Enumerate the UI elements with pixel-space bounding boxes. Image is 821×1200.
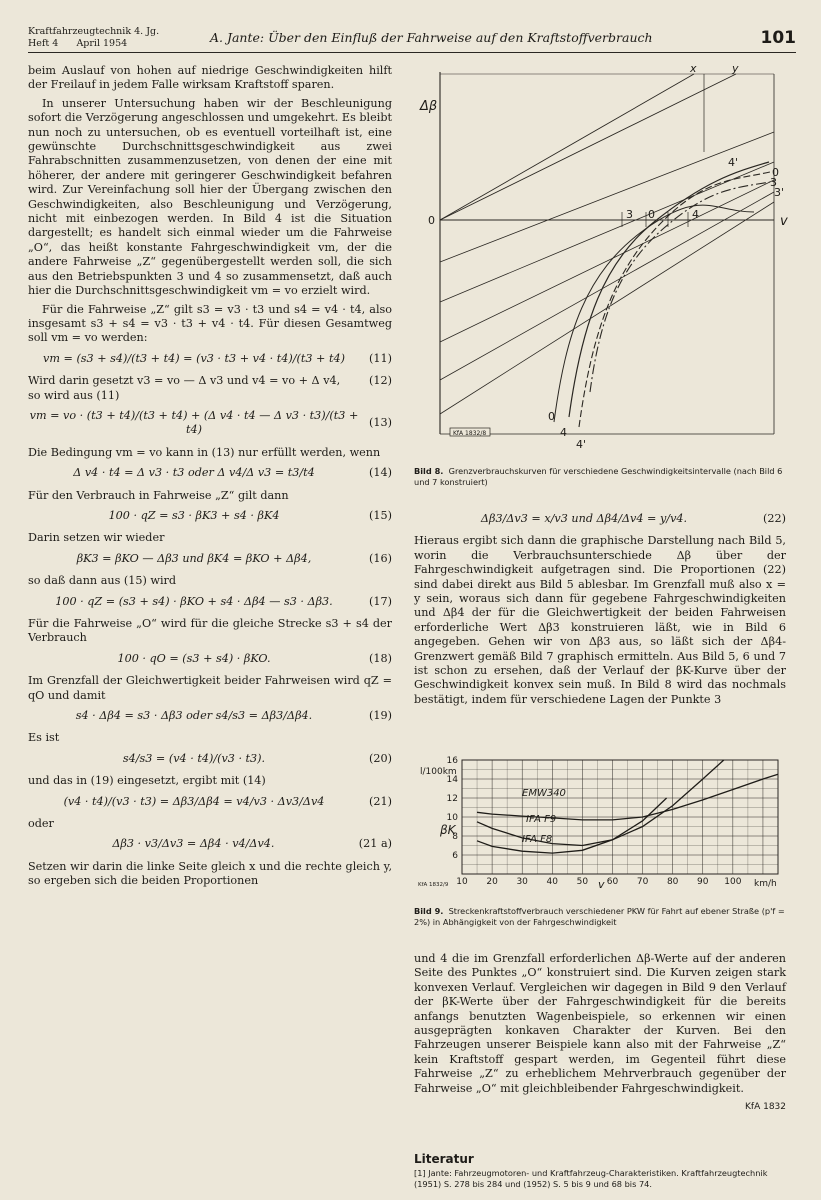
page-number: 101	[760, 28, 796, 48]
x-tick-label: 10	[456, 877, 468, 887]
y-tick-label: 6	[452, 851, 458, 861]
fig8-point-4: 4	[692, 208, 699, 221]
paragraph: Für die Fahrweise „Z“ gilt s3 = v3 · t3 und s4 = v4 · t4, also insgesamt s3 + s4 = v3 · t3 + v4 · t4. Für diesen Gesamtweg soll vm = vo werden:	[28, 302, 392, 345]
x-tick-label: 40	[546, 877, 559, 887]
fig9-logo: KfA 1832/9	[418, 882, 449, 888]
x-tick-label: 30	[516, 877, 528, 887]
paragraph: In unserer Untersuchung haben wir der Beschleunigung sofort die Verzögerung angeschlossen und umgekehrt. Es bleibt nun noch zu untersuchen, ob es eventuell vorteilhaft ist, eine gewünschte Durchschnittsgeschwindigkeit aus zwei Fahrabschnitten zusammenzusetzen, von denen der eine mit höherer, der andere mit geringerer Geschwindigkeit befahren wird. Zur Vereinfachung soll hier der Übergang zwischen den Geschwindigkeiten, also Beschleunigung und Verzögerung, nicht mit einbezogen werden. In Bild 4 ist die Situation dargestellt; es handelt sich einmal wieder um die Fahrweise „O“, das heißt konstante Fahrgeschwindigkeit vm, der die andere Fahrweise „Z“ gegenübergestellt werden soll, die sich aus den Betriebspunkten 3 und 4 so zusammensetzt, daß auch hier die Durchschnittsgeschwindigkeit vm = vo erzielt wird.	[28, 96, 392, 298]
x-tick-label: 50	[576, 877, 589, 887]
equation-21a: Δβ3 · v3/Δv3 = Δβ4 · v4/Δv4. (21 a)	[112, 837, 392, 851]
journal-name: Kraftfahrzeugtechnik 4. Jg.	[28, 26, 160, 37]
x-tick-label: 20	[486, 877, 498, 887]
fig8-curve-4p: 4'	[728, 156, 739, 169]
fig8-bottom-4p: 4'	[576, 438, 587, 450]
paragraph: Im Grenzfall der Gleichwertigkeit beider Fahrweisen wird qZ = qO und damit	[28, 674, 392, 702]
equation-14: Δ v4 · t4 = Δ v3 · t3 oder Δ v4/Δ v3 = t3/t4 (14)	[73, 466, 392, 480]
series-line-ifa-f9	[477, 760, 724, 846]
fig8-origin: 0	[428, 214, 435, 227]
running-header	[28, 26, 796, 53]
x-tick-label: 60	[606, 877, 619, 887]
figure-9-chart	[414, 752, 786, 892]
fig8-y-mark: y	[732, 62, 739, 75]
paragraph: Die Bedingung vm = vo kann in (13) nur erfüllt werden, wenn	[28, 445, 381, 459]
journal-info	[28, 26, 159, 50]
y-tick-label: 16	[446, 756, 458, 766]
equation-16: βK3 = βKO — Δβ3 und βK4 = βKO + Δβ4, (16)	[76, 551, 392, 565]
paragraph: Darin setzen wir wieder	[28, 531, 165, 545]
right-column-continued	[414, 952, 786, 1114]
paragraph: oder	[28, 817, 54, 831]
equation-12: Wird darin gesetzt v3 = vo — Δ v3 und v4 = vo + Δ v4, (12)	[28, 374, 392, 388]
equation-19: s4 · Δβ4 = s3 · Δβ3 oder s4/s3 = Δβ3/Δβ4. (19)	[75, 709, 392, 723]
y-tick-label: 12	[446, 794, 458, 804]
paragraph: Für den Verbrauch in Fahrweise „Z“ gilt dann	[28, 488, 289, 502]
left-column	[28, 64, 392, 893]
paragraph: und das in (19) eingesetzt, ergibt mit (14)	[28, 774, 266, 788]
figure-8-diagram	[414, 62, 794, 450]
fig8-curve-0: 0	[772, 166, 779, 179]
figure-8-caption: Bild 8. Grenzverbrauchskurven für verschiedene Geschwindigkeitsintervalle (nach Bild 6 und 7 konstruiert)	[414, 466, 783, 487]
equation-11: vm = (s3 + s4)/(t3 + t4) = (v3 · t3 + v4 · t4)/(t3 + t4) (11)	[43, 351, 392, 365]
x-unit-label: km/h	[754, 879, 777, 889]
paragraph: Es ist	[28, 731, 60, 745]
y-axis-label: βK	[440, 823, 456, 837]
figure-9-caption: Bild 9. Streckenkraftstoffverbrauch verschiedener PKW für Fahrt auf ebener Straße (p'f = 2%) in Abhängigkeit von der Fahrgeschwindigkeit	[414, 906, 785, 927]
article-signature: KfA 1832	[745, 1102, 786, 1113]
fig8-curve-3p: 3'	[774, 186, 785, 199]
x-tick-label: 80	[666, 877, 679, 887]
equation-21: (v4 · t4)/(v3 · t3) = Δβ3/Δβ4 = v4/v3 · Δv3/Δv4 (21)	[63, 794, 392, 808]
paragraph: Setzen wir darin die linke Seite gleich x und die rechte gleich y, so ergeben sich die beiden Proportionen	[28, 859, 392, 888]
x-axis-label: v	[598, 878, 605, 891]
fig8-bottom-0: 0	[548, 410, 555, 423]
x-tick-label: 70	[636, 877, 649, 887]
series-label-emw340: EMW340	[522, 788, 566, 799]
paragraph: so wird aus (11)	[28, 388, 120, 402]
y-tick-label: 10	[446, 813, 458, 823]
fig8-logo: KfA 1832/8	[453, 430, 487, 437]
right-column	[414, 506, 786, 711]
paragraph: so daß dann aus (15) wird	[28, 574, 177, 588]
issue-date: April 1954	[76, 38, 128, 49]
y-tick-label: 14	[446, 775, 458, 785]
equation-18: 100 · qO = (s3 + s4) · βKO. (18)	[117, 651, 392, 665]
equation-13: vm = vo · (t3 + t4)/(t3 + t4) + (Δ v4 · t4 — Δ v3 · t3)/(t3 + t4) (13)	[29, 408, 392, 437]
y-tick-label: 8	[452, 832, 458, 842]
equation-15: 100 · qZ = s3 · βK3 + s4 · βK4 (15)	[108, 508, 392, 522]
paragraph: und 4 die im Grenzfall erforderlichen Δβ-Werte auf der anderen Seite des Punktes „O“ konstruiert sind. Die Kurven zeigen stark konvexen Verlauf. Vergleichen wir dagegen in Bild 9 den Verlauf der βK-Werte über der Fahrgeschwindigkeit für die bereits anfangs benutzten Wagenbeispiele, so erkennen wir einen ausgeprägten konkaven Charakter der Kurven. Bei den Fahrzeugen unserer Beispiele kann also mit der Fahrweise „Z“ kein Kraftstoff gespart werden, im Gegenteil führt diese Fahrweise „Z“ zu erheblichem Mehrverbrauch gegenüber der Fahrweise „O“ mit gleichbleibender Fahrgeschwindigkeit.	[414, 952, 786, 1095]
issue: Heft 4	[28, 38, 59, 49]
equation-17: 100 · qZ = (s3 + s4) · βKO + s4 · Δβ4 — s3 · Δβ3. (17)	[55, 594, 392, 608]
paragraph: Hieraus ergibt sich dann die graphische Darstellung nach Bild 5, worin die Verbrauchsunterschiede Δβ über der Fahrgeschwindigkeit aufgetragen sind. Die Proportionen (22) sind dabei direkt aus Bild 5 ablesbar. Im Grenzfall muß also x = y sein, woraus sich dann für gegebene Fahrgeschwindigkeiten und Δβ4 der für die Gleichwertigkeit der beiden Fahrweisen erforderliche Wert Δβ3 konstruieren läßt, wie in Bild 6 angegeben. Gehen wir von Δβ3 aus, so läßt sich der Δβ4-Grenzwert gemäß Bild 7 graphisch ermitteln. Aus Bild 5, 6 und 7 ist schon zu ersehen, daß der Verlauf der βK-Kurve über der Geschwindigkeit konvex sein muß. In Bild 8 wird das nochmals bestätigt, indem für verschiedene Lagen der Punkte 3	[414, 534, 786, 706]
fig8-bottom-4: 4	[560, 426, 567, 439]
equation-20: s4/s3 = (v4 · t4)/(v3 · t3). (20)	[122, 751, 392, 765]
equation-22: Δβ3/Δv3 = x/v3 und Δβ4/Δv4 = y/v4. (22)	[480, 512, 786, 525]
literature-heading: Literatur	[414, 1152, 474, 1166]
x-tick-label: 100	[724, 877, 742, 887]
paragraph: Für die Fahrweise „O“ wird für die gleiche Strecke s3 + s4 der Verbrauch	[28, 617, 392, 645]
fig8-y-label: Δβ	[420, 99, 438, 114]
y-unit-label: l/100km	[420, 767, 457, 777]
fig8-x-label: v	[780, 214, 788, 229]
fig8-x-mark: x	[690, 62, 697, 75]
fig8-curve-3: 3	[770, 176, 777, 189]
fig8-point-3: 3	[626, 208, 633, 221]
running-title: A. Jante: Über den Einfluß der Fahrweise auf den Kraftstoffverbrauch	[210, 30, 653, 45]
series-label-ifa-f8: IFA F8	[522, 834, 553, 845]
paragraph: beim Auslauf von hohen auf niedrige Geschwindigkeiten hilft der Freilauf in jedem Falle wirksam Kraftstoff sparen.	[28, 64, 392, 92]
literature-reference: [1] Jante: Fahrzeugmotoren- und Kraftfahrzeug-Charakteristiken. Kraftfahrzeugtechnik (1951) S. 278 bis 284 und (1952) S. 5 bis 9 und 68 bis 74.	[414, 1168, 768, 1189]
fig8-point-0: 0	[648, 208, 655, 221]
x-tick-label: 90	[697, 877, 709, 887]
series-label-ifa-f9: IFA F9	[526, 814, 557, 825]
